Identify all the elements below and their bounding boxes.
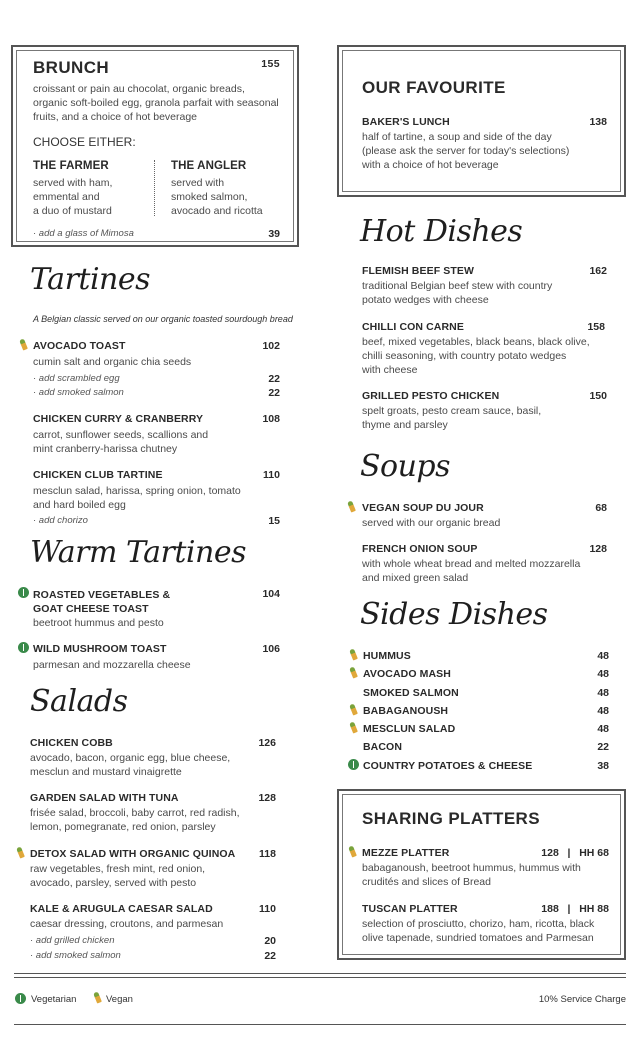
vegan-soup-desc: served with our organic bread bbox=[362, 517, 501, 529]
vegan-icon bbox=[349, 703, 358, 715]
french-onion-price: 128 bbox=[589, 543, 607, 555]
garden-salad-name: GARDEN SALAD WITH TUNA bbox=[30, 792, 179, 804]
addon-smoked-salmon-price: 22 bbox=[268, 387, 280, 399]
chilli-price: 158 bbox=[587, 321, 605, 333]
kale-caesar-desc: caesar dressing, croutons, and parmesan bbox=[30, 918, 224, 930]
vegan-icon bbox=[349, 648, 358, 660]
footer-divider-bottom bbox=[14, 1024, 626, 1025]
side-avocado-mash: AVOCADO MASH bbox=[363, 668, 451, 680]
warm-tartines-heading: Warm Tartines bbox=[30, 535, 246, 570]
side-avocado-mash-price: 48 bbox=[597, 668, 609, 680]
footer-divider-top-2 bbox=[14, 977, 626, 978]
roasted-veg-price: 104 bbox=[262, 588, 280, 600]
side-bacon-price: 22 bbox=[597, 741, 609, 753]
addon-grilled-chicken: · add grilled chicken bbox=[30, 935, 115, 946]
roasted-veg-name: ROASTED VEGETABLES & GOAT CHEESE TOAST bbox=[33, 589, 171, 615]
chicken-curry-name: CHICKEN CURRY & CRANBERRY bbox=[33, 413, 204, 425]
farmer-description: served with ham, emmental and a duo of mustard bbox=[33, 177, 113, 217]
addon-scrambled-egg: · add scrambled egg bbox=[33, 373, 120, 384]
chicken-curry-desc: carrot, sunflower seeds, scallions and mint cranberry-harissa chutney bbox=[33, 429, 209, 455]
vegan-icon bbox=[349, 721, 358, 733]
tartines-subtitle: A Belgian classic served on our organic toasted sourdough bread bbox=[33, 314, 293, 324]
mimosa-addon: · add a glass of Mimosa bbox=[33, 228, 134, 239]
chicken-club-desc: mesclun salad, harissa, spring onion, tomato and hard boiled egg bbox=[33, 485, 241, 511]
chicken-cobb-name: CHICKEN COBB bbox=[30, 737, 113, 749]
bakers-lunch-name: BAKER'S LUNCH bbox=[362, 116, 450, 128]
salads-heading: Salads bbox=[30, 684, 128, 719]
vegan-soup-name: VEGAN SOUP DU JOUR bbox=[362, 502, 484, 514]
service-charge: 10% Service Charge bbox=[538, 994, 626, 1005]
side-babaganoush-price: 48 bbox=[597, 705, 609, 717]
side-hummus-price: 48 bbox=[597, 650, 609, 662]
addon-chorizo-price: 15 bbox=[268, 515, 280, 527]
side-bacon: BACON bbox=[363, 741, 402, 753]
brunch-description: croissant or pain au chocolat, organic breads, organic soft-boiled egg, granola parfait with seasonal fruits, and a choice of hot beverage bbox=[33, 83, 279, 123]
kale-caesar-name: KALE & ARUGULA CAESAR SALAD bbox=[30, 903, 213, 915]
avocado-toast-name: AVOCADO TOAST bbox=[33, 340, 126, 352]
angler-name: THE ANGLER bbox=[171, 160, 247, 172]
detox-salad-price: 118 bbox=[259, 848, 276, 860]
garden-salad-desc: frisée salad, broccoli, baby carrot, red radish, lemon, pomegranate, red onion, parsley bbox=[30, 807, 240, 833]
mimosa-price: 39 bbox=[268, 228, 280, 240]
angler-description: served with smoked salmon, avocado and ricotta bbox=[171, 177, 263, 217]
side-smoked-salmon-price: 48 bbox=[597, 687, 609, 699]
brunch-price: 155 bbox=[261, 58, 280, 70]
choose-either-label: CHOOSE EITHER: bbox=[33, 135, 136, 149]
roasted-veg-desc: beetroot hummus and pesto bbox=[33, 617, 164, 629]
kale-caesar-price: 110 bbox=[259, 903, 276, 915]
french-onion-name: FRENCH ONION SOUP bbox=[362, 543, 478, 555]
tuscan-desc: selection of prosciutto, chorizo, ham, ricotta, black olive tapenade, sundried tomatoes and Parmesan bbox=[362, 918, 595, 944]
legend-vegan: Vegan bbox=[106, 994, 133, 1005]
addon-smoked-salmon: · add smoked salmon bbox=[33, 387, 124, 398]
mezze-desc: babaganoush, beetroot hummus, hummus with crudités and slices of Bread bbox=[362, 862, 581, 888]
mezze-price: 128 | HH 68 bbox=[541, 847, 609, 859]
pesto-chicken-desc: spelt groats, pesto cream sauce, basil, thyme and parsley bbox=[362, 405, 542, 431]
soups-heading: Soups bbox=[360, 449, 451, 484]
addon-smoked-salmon-salad-price: 22 bbox=[264, 950, 276, 962]
side-mesclun-price: 48 bbox=[597, 723, 609, 735]
bakers-lunch-price: 138 bbox=[589, 116, 607, 128]
vegan-icon bbox=[19, 338, 28, 350]
brunch-divider bbox=[154, 160, 155, 216]
mezze-name: MEZZE PLATTER bbox=[362, 847, 450, 859]
farmer-name: THE FARMER bbox=[33, 160, 109, 172]
pesto-chicken-price: 150 bbox=[589, 390, 607, 402]
garden-salad-price: 128 bbox=[258, 792, 276, 804]
wild-mushroom-desc: parmesan and mozzarella cheese bbox=[33, 659, 191, 671]
tuscan-price: 188 | HH 88 bbox=[541, 903, 609, 915]
side-babaganoush: BABAGANOUSH bbox=[363, 705, 449, 717]
vegan-icon bbox=[349, 666, 358, 678]
wild-mushroom-price: 106 bbox=[262, 643, 280, 655]
detox-salad-name: DETOX SALAD WITH ORGANIC QUINOA bbox=[30, 848, 236, 860]
french-onion-desc: with whole wheat bread and melted mozzarella and mixed green salad bbox=[362, 558, 581, 584]
tuscan-name: TUSCAN PLATTER bbox=[362, 903, 458, 915]
side-mesclun: MESCLUN SALAD bbox=[363, 723, 456, 735]
favourite-title: OUR FAVOURITE bbox=[362, 78, 506, 97]
avocado-toast-price: 102 bbox=[262, 340, 280, 352]
avocado-toast-desc: cumin salt and organic chia seeds bbox=[33, 356, 192, 368]
legend-vegetarian: Vegetarian bbox=[31, 994, 77, 1005]
chicken-club-name: CHICKEN CLUB TARTINE bbox=[33, 469, 163, 481]
hot-dishes-heading: Hot Dishes bbox=[360, 214, 523, 249]
bakers-lunch-desc: half of tartine, a soup and side of the day (please ask the server for today's selections) with a choice of hot beverage bbox=[362, 131, 570, 171]
flemish-stew-desc: traditional Belgian beef stew with country potato wedges with cheese bbox=[362, 280, 553, 306]
vegan-icon bbox=[347, 500, 356, 512]
side-smoked-salmon: SMOKED SALMON bbox=[363, 687, 459, 699]
chicken-cobb-price: 126 bbox=[258, 737, 276, 749]
addon-smoked-salmon-salad: · add smoked salmon bbox=[30, 950, 121, 961]
chilli-desc: beef, mixed vegetables, black beans, black olive, chilli seasoning, with country potato wedges with cheese bbox=[362, 336, 590, 376]
chicken-cobb-desc: avocado, bacon, organic egg, blue cheese, mesclun and mustard vinaigrette bbox=[30, 752, 231, 778]
flemish-stew-name: FLEMISH BEEF STEW bbox=[362, 265, 474, 277]
side-country-potatoes-price: 38 bbox=[597, 760, 609, 772]
vegan-icon bbox=[93, 991, 102, 1003]
side-hummus: HUMMUS bbox=[363, 650, 411, 662]
sides-heading: Sides Dishes bbox=[360, 597, 548, 632]
flemish-stew-price: 162 bbox=[589, 265, 607, 277]
tartines-heading: Tartines bbox=[30, 262, 151, 297]
addon-chorizo: · add chorizo bbox=[33, 515, 88, 526]
footer-divider-top bbox=[14, 973, 626, 974]
side-country-potatoes: COUNTRY POTATOES & CHEESE bbox=[363, 760, 533, 772]
vegetarian-icon bbox=[18, 587, 29, 598]
wild-mushroom-name: WILD MUSHROOM TOAST bbox=[33, 643, 167, 655]
chilli-name: CHILLI CON CARNE bbox=[362, 321, 464, 333]
sharing-title: SHARING PLATTERS bbox=[362, 809, 540, 828]
detox-salad-desc: raw vegetables, fresh mint, red onion, avocado, parsley, served with pesto bbox=[30, 863, 206, 889]
vegan-soup-price: 68 bbox=[595, 502, 607, 514]
vegetarian-icon bbox=[348, 759, 359, 770]
pesto-chicken-name: GRILLED PESTO CHICKEN bbox=[362, 390, 500, 402]
chicken-curry-price: 108 bbox=[262, 413, 280, 425]
addon-scrambled-egg-price: 22 bbox=[268, 373, 280, 385]
addon-grilled-chicken-price: 20 bbox=[264, 935, 276, 947]
vegetarian-icon bbox=[18, 642, 29, 653]
chicken-club-price: 110 bbox=[263, 469, 280, 481]
vegetarian-icon bbox=[15, 993, 26, 1004]
brunch-title: BRUNCH bbox=[33, 58, 110, 77]
vegan-icon bbox=[16, 846, 25, 858]
